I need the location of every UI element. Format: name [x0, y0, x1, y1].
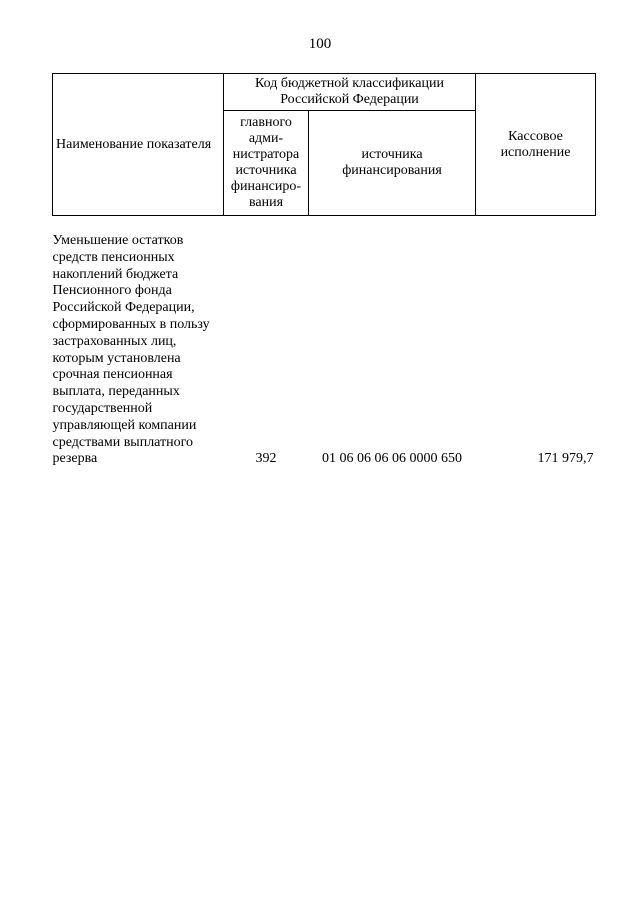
header-row-top	[53, 74, 596, 111]
header-source: источника финансирования	[309, 111, 476, 216]
row-name: Уменьшение остатков средств пенсионных накоплений бюджета Пенсионного фонда Российской Федерации, сформированных в пользу застрахованных лиц, которым установлена срочная пенсионная выплата, переданных государственной управляющей компании средствами выплатного резерва	[52, 233, 210, 467]
header-name: Наименование показателя	[53, 74, 224, 216]
row-admin-code: 392	[255, 451, 277, 467]
header-code-group: Код бюджетной классификации Российской Федерации	[224, 74, 476, 111]
row-amount: 171 979,7	[537, 451, 594, 467]
row-source-code: 01 06 06 06 06 0000 650	[322, 451, 462, 467]
header-amount: Кассовое исполнение	[476, 74, 596, 216]
table-row	[53, 216, 596, 469]
budget-table	[52, 73, 596, 468]
page-number: 100	[308, 36, 332, 52]
header-admin: главного адми-нистратора источника финансиро-вания	[224, 111, 309, 216]
